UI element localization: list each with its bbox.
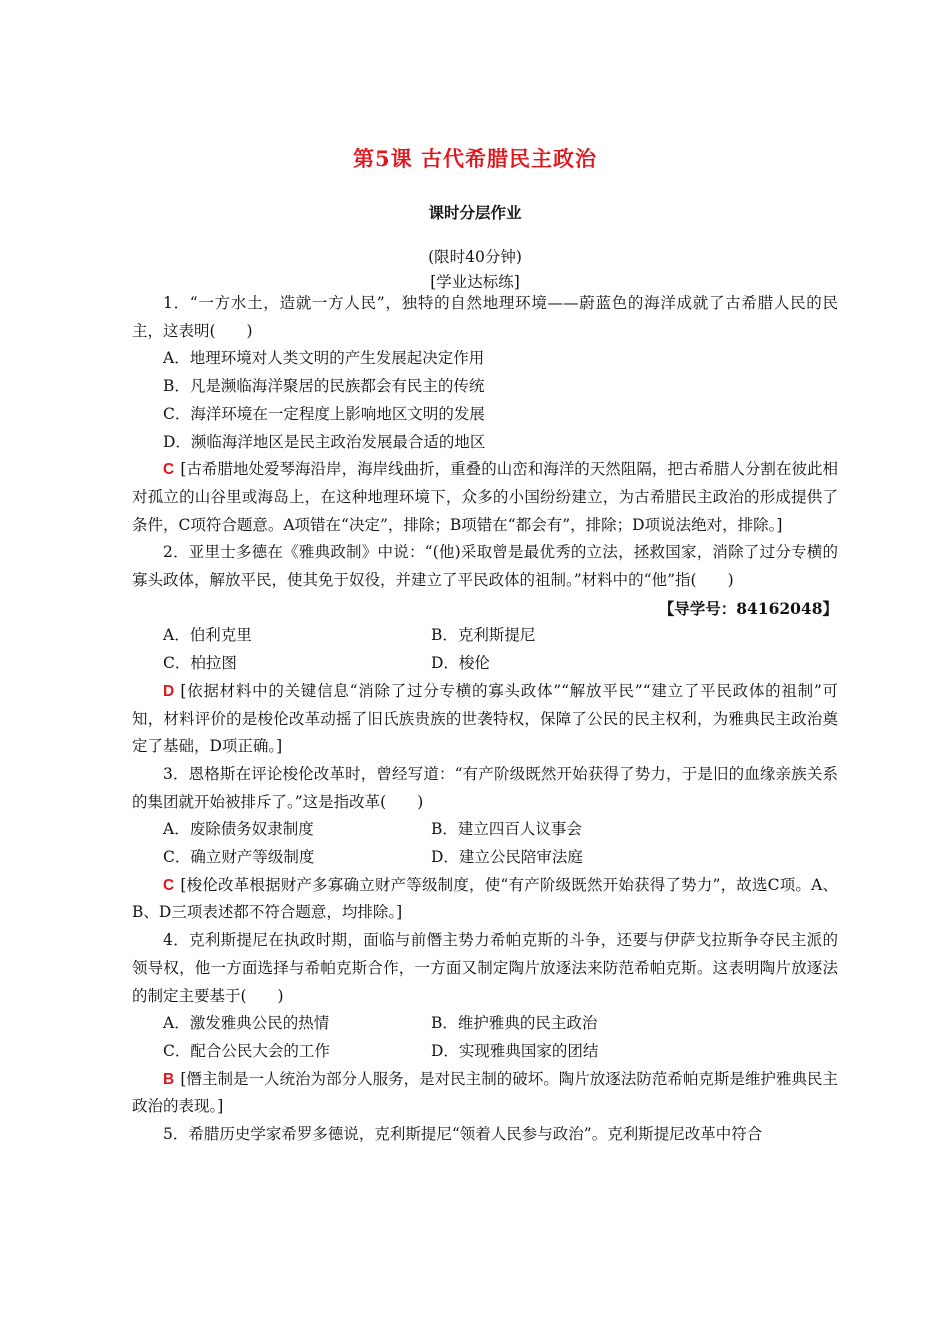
option-row bbox=[132, 844, 838, 872]
lesson-title: 第5课 古代希腊民主政治 bbox=[353, 146, 597, 171]
homework-subtitle: 课时分层作业 bbox=[428, 203, 522, 222]
option-row bbox=[132, 650, 838, 678]
option-row bbox=[132, 1010, 838, 1038]
question-stem: 3．恩格斯在评论梭伦改革时，曾经写道：“有产阶级既然开始获得了势力，于是旧的血缘亲族关系的集团就开始被排斥了。”这是指改革( ) bbox=[132, 764, 838, 811]
question-1 bbox=[132, 290, 838, 539]
option-d: D．建立公民陪审法庭 bbox=[431, 848, 583, 867]
option-b: B．维护雅典的民主政治 bbox=[431, 1014, 598, 1033]
answer-letter: C bbox=[163, 876, 175, 894]
option-a: A．地理环境对人类文明的产生发展起决定作用 bbox=[163, 349, 485, 368]
option-c: C．海洋环境在一定程度上影响地区文明的发展 bbox=[163, 404, 485, 423]
explanation-text: [梭伦改革根据财产多寡确立财产等级制度，使“有产阶级既然开始获得了势力”，故选C项。A、B、D三项表述都不符合题意，均排除。] bbox=[132, 875, 838, 922]
question-2 bbox=[132, 539, 838, 761]
option-a: A．伯利克里 bbox=[163, 626, 252, 645]
option-b: B．克利斯提尼 bbox=[431, 626, 536, 645]
option-a: A．激发雅典公民的热情 bbox=[163, 1014, 330, 1033]
option-row bbox=[132, 622, 838, 650]
option-a: A．废除债务奴隶制度 bbox=[163, 820, 314, 839]
question-stem: 4．克利斯提尼在执政时期，面临与前僭主势力希帕克斯的斗争，还要与伊萨戈拉斯争夺民主派的领导权，他一方面选择与希帕克斯合作，一方面又制定陶片放逐法来防范希帕克斯。这表明陶片放逐法的制定主要基于( ) bbox=[132, 931, 838, 1005]
answer-explanation bbox=[132, 456, 838, 539]
option-d: D．濒临海洋地区是民主政治发展最合适的地区 bbox=[163, 432, 486, 451]
explanation-text: [古希腊地处爱琴海沿岸，海岸线曲折，重叠的山峦和海洋的天然阻隔，把古希腊人分割在彼此相对孤立的山谷里或海岛上，在这种地理环境下，众多的小国纷纷建立，为古希腊民主政治的形成提供了条件，C项符合题意。A项错在“决定”，排除；B项错在“都会有”，排除；D项说法绝对，排除。] bbox=[132, 460, 838, 534]
option-d: D．梭伦 bbox=[431, 654, 490, 673]
explanation-text: [依据材料中的关键信息“消除了过分专横的寡头政体”“解放平民”“建立了平民政体的祖制”可知，材料评价的是梭伦改革动摇了旧氏族贵族的世袭特权，保障了公民的民主权利，为雅典民主政治奠定了基础，D项正确。] bbox=[132, 681, 838, 756]
option-c: C．配合公民大会的工作 bbox=[163, 1041, 330, 1060]
option-d: D．实现雅典国家的团结 bbox=[431, 1041, 599, 1060]
answer-explanation bbox=[132, 678, 838, 761]
answer-letter: D bbox=[163, 682, 175, 700]
answer-explanation bbox=[132, 872, 838, 927]
answer-letter: B bbox=[163, 1070, 175, 1088]
question-stem: 5．希腊历史学家希罗多德说，克利斯提尼“领着人民参与政治”。克利斯提尼改革中符合 bbox=[163, 1125, 763, 1144]
option-b: B．建立四百人议事会 bbox=[431, 820, 582, 839]
question-stem: 2．亚里士多德在《雅典政制》中说：“(他)采取曾是最优秀的立法，拯救国家，消除了过分专横的寡头政体，解放平民，使其免于奴役，并建立了平民政体的祖制。”材料中的“他”指( ) bbox=[132, 543, 838, 590]
option-b: B．凡是濒临海洋聚居的民族都会有民主的传统 bbox=[163, 377, 485, 396]
explanation-text: [僭主制是一人统治为部分人服务，是对民主制的破坏。陶片放逐法防范希帕克斯是维护雅典民主政治的表现。] bbox=[132, 1069, 838, 1116]
section-label: [学业达标练] bbox=[430, 273, 520, 291]
option-c: C．确立财产等级制度 bbox=[163, 848, 315, 867]
option-c: C．柏拉图 bbox=[163, 654, 237, 673]
guide-number: 【导学号：84162048】 bbox=[658, 598, 838, 618]
question-5 bbox=[132, 1121, 838, 1149]
question-3 bbox=[132, 761, 838, 927]
time-limit: (限时40分钟) bbox=[428, 248, 522, 266]
question-stem: 1．“一方水土，造就一方人民”，独特的自然地理环境——蔚蓝色的海洋成就了古希腊人民的民主，这表明( ) bbox=[132, 294, 838, 340]
answer-letter: C bbox=[163, 461, 175, 479]
question-list bbox=[132, 290, 838, 1149]
answer-explanation bbox=[132, 1066, 838, 1121]
option-row bbox=[132, 816, 838, 844]
option-row bbox=[132, 1038, 838, 1066]
question-4 bbox=[132, 927, 838, 1121]
